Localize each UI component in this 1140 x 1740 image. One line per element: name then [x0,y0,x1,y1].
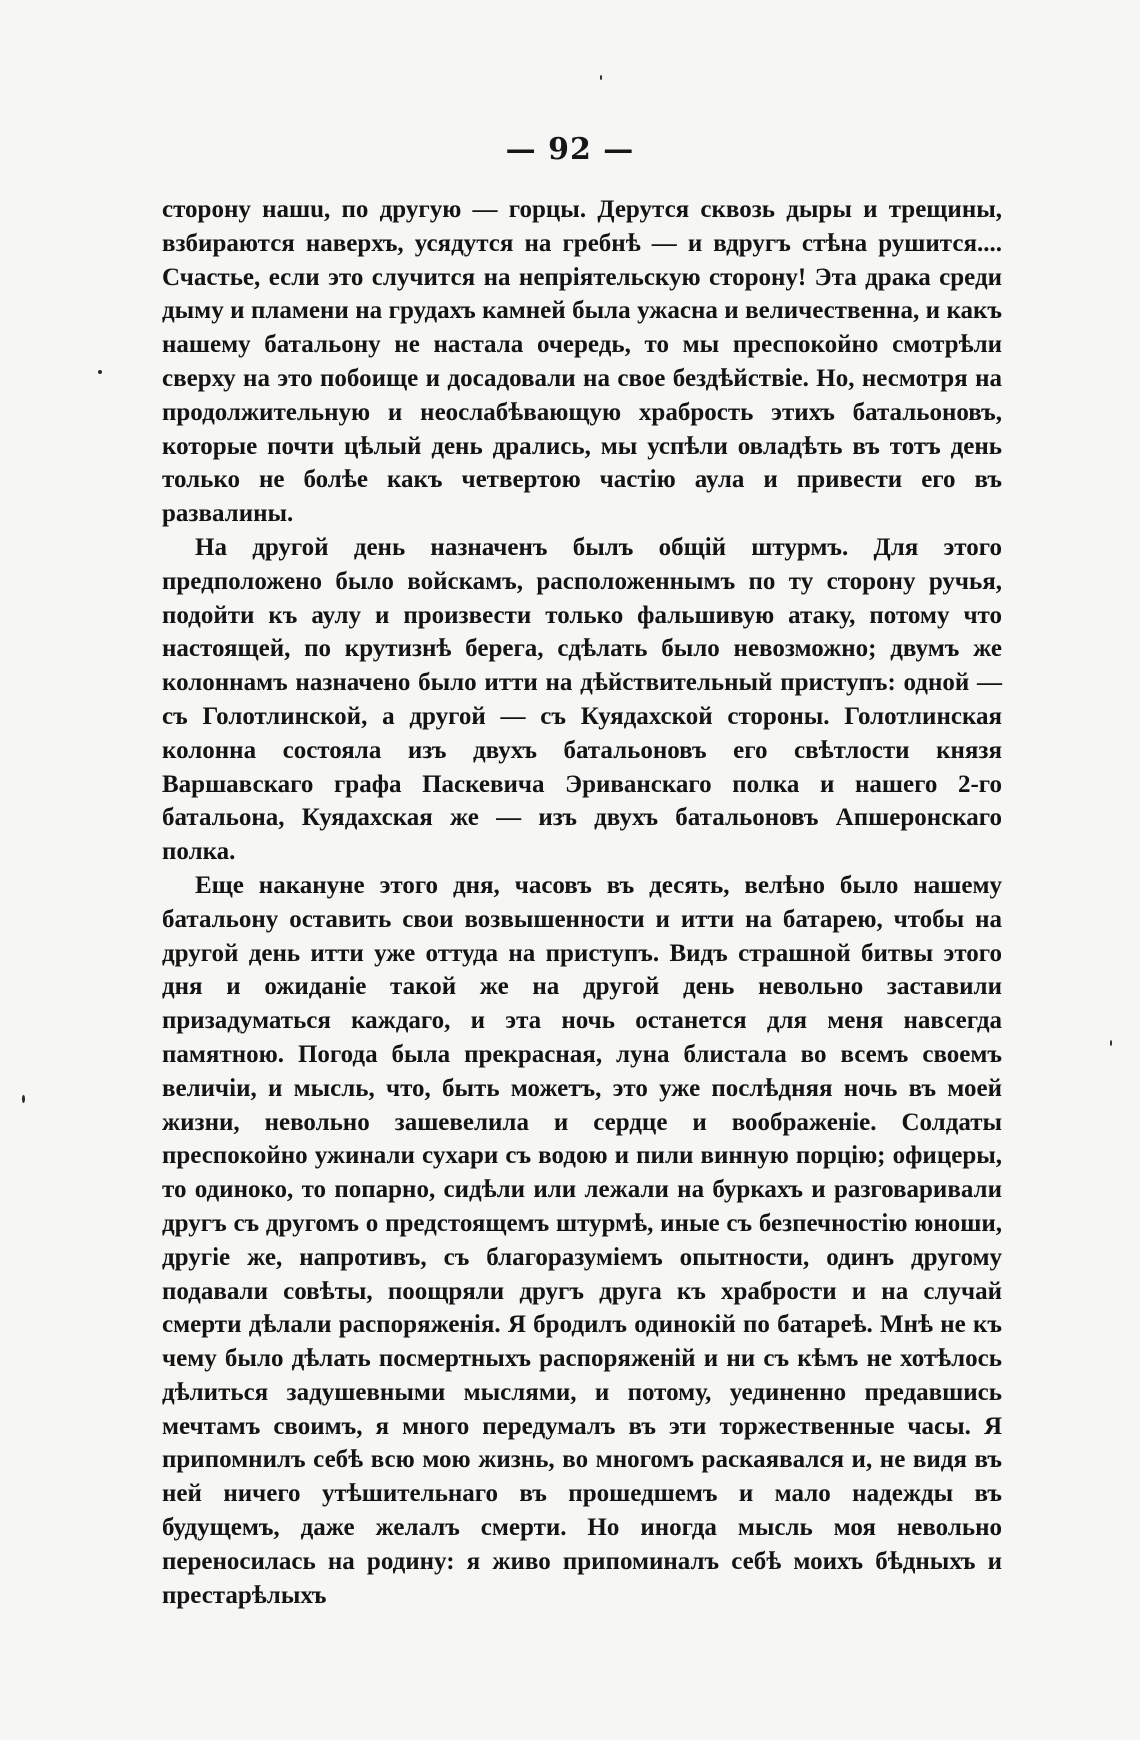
scan-speck [98,370,102,374]
page-number: — 92 — [505,132,635,167]
paragraph-3: Еще накануне этого дня, часовъ въ десять, велѣно было нашему батальону оставить свои возвышенности и итти на батарею, чтобы на другой день итти уже оттуда на приступъ. Видъ страшной битвы этого дня и ожиданіе такой же на другой день невольно заставили призадуматься каждаго, и эта ночь останется для меня навсегда памятною. Погода была прекрасная, луна блистала во всемъ своемъ величіи, и мысль, что, быть можетъ, это уже послѣдняя ночь въ моей жизни, невольно зашевелила и сердце и воображеніе. Солдаты преспокойно ужинали сухари съ водою и пили винную порцію; офицеры, то одиноко, то попарно, сидѣли или лежали на буркахъ и разговаривали другъ съ другомъ о предстоящемъ штурмѣ, иные съ безпечностію юноши, другіе же, напротивъ, съ благоразуміемъ опытности, одинъ другому подавали совѣты, поощряли другъ друга къ храбрости и на случай смерти дѣлали распоряженія. Я бродилъ одинокій по батареѣ. Мнѣ не къ чему было дѣлать посмертныхъ распоряженій и ни съ кѣмъ не хотѣлось дѣлиться задушевными мыслями, и потому, уединенно предавшись мечтамъ своимъ, я много передумалъ въ эти торжественные часы. Я припомнилъ себѣ всю мою жизнь, во многомъ раскаявался и, не видя въ ней ничего утѣшительнаго въ прошедшемъ и мало надежды въ будущемъ, даже желалъ смерти. Но иногда мысль моя невольно переносилась на родину: я живо припоминалъ себѣ моихъ бѣдныхъ и престарѣлыхъ [162,871,1002,1609]
scan-speck [1110,1040,1112,1046]
body-text [162,193,1002,1612]
scan-speck [22,1095,25,1103]
scan-speck [600,75,602,80]
paragraph-1: сторону нашu, по другую — горцы. Дерутся сквозь дыры и трещины, взбираются наверхъ, усядутся на гребнѣ — и вдругъ стѣна рушится.... Счастье, если это случится на непріятельскую сторону! Эта драка среди дыму и пламени на грудахъ камней была ужасна и величественна, и какъ нашему батальону не настала очередь, то мы преспокойно смотрѣли сверху на это побоище и досадовали на свое бездѣйствіе. Но, несмотря на продолжительную и неослабѣвающую храбрость этихъ батальоновъ, которые почти цѣлый день дрались, мы успѣли овладѣть въ тотъ день только не болѣе какъ четвертою частію аула и привести его въ развалины. [162,196,1002,528]
paragraph-2: На другой день назначенъ былъ общій штурмъ. Для этого предположено было войскамъ, расположеннымъ по ту сторону ручья, подойти къ аулу и произвести только фальшивую атаку, потому что настоящей, по крутизнѣ берега, сдѣлать было невозможно; двумъ же колоннамъ назначено было итти на дѣйствительный приступъ: одной — съ Голотлинской, а другой — съ Куядахской стороны. Голотлинская колонна состояла изъ двухъ батальоновъ его свѣтлости князя Варшавскаго графа Паскевича Эриванскаго полка и нашего 2-го батальона, Куядахская же — изъ двухъ батальоновъ Апшеронскаго полка. [162,533,1002,866]
